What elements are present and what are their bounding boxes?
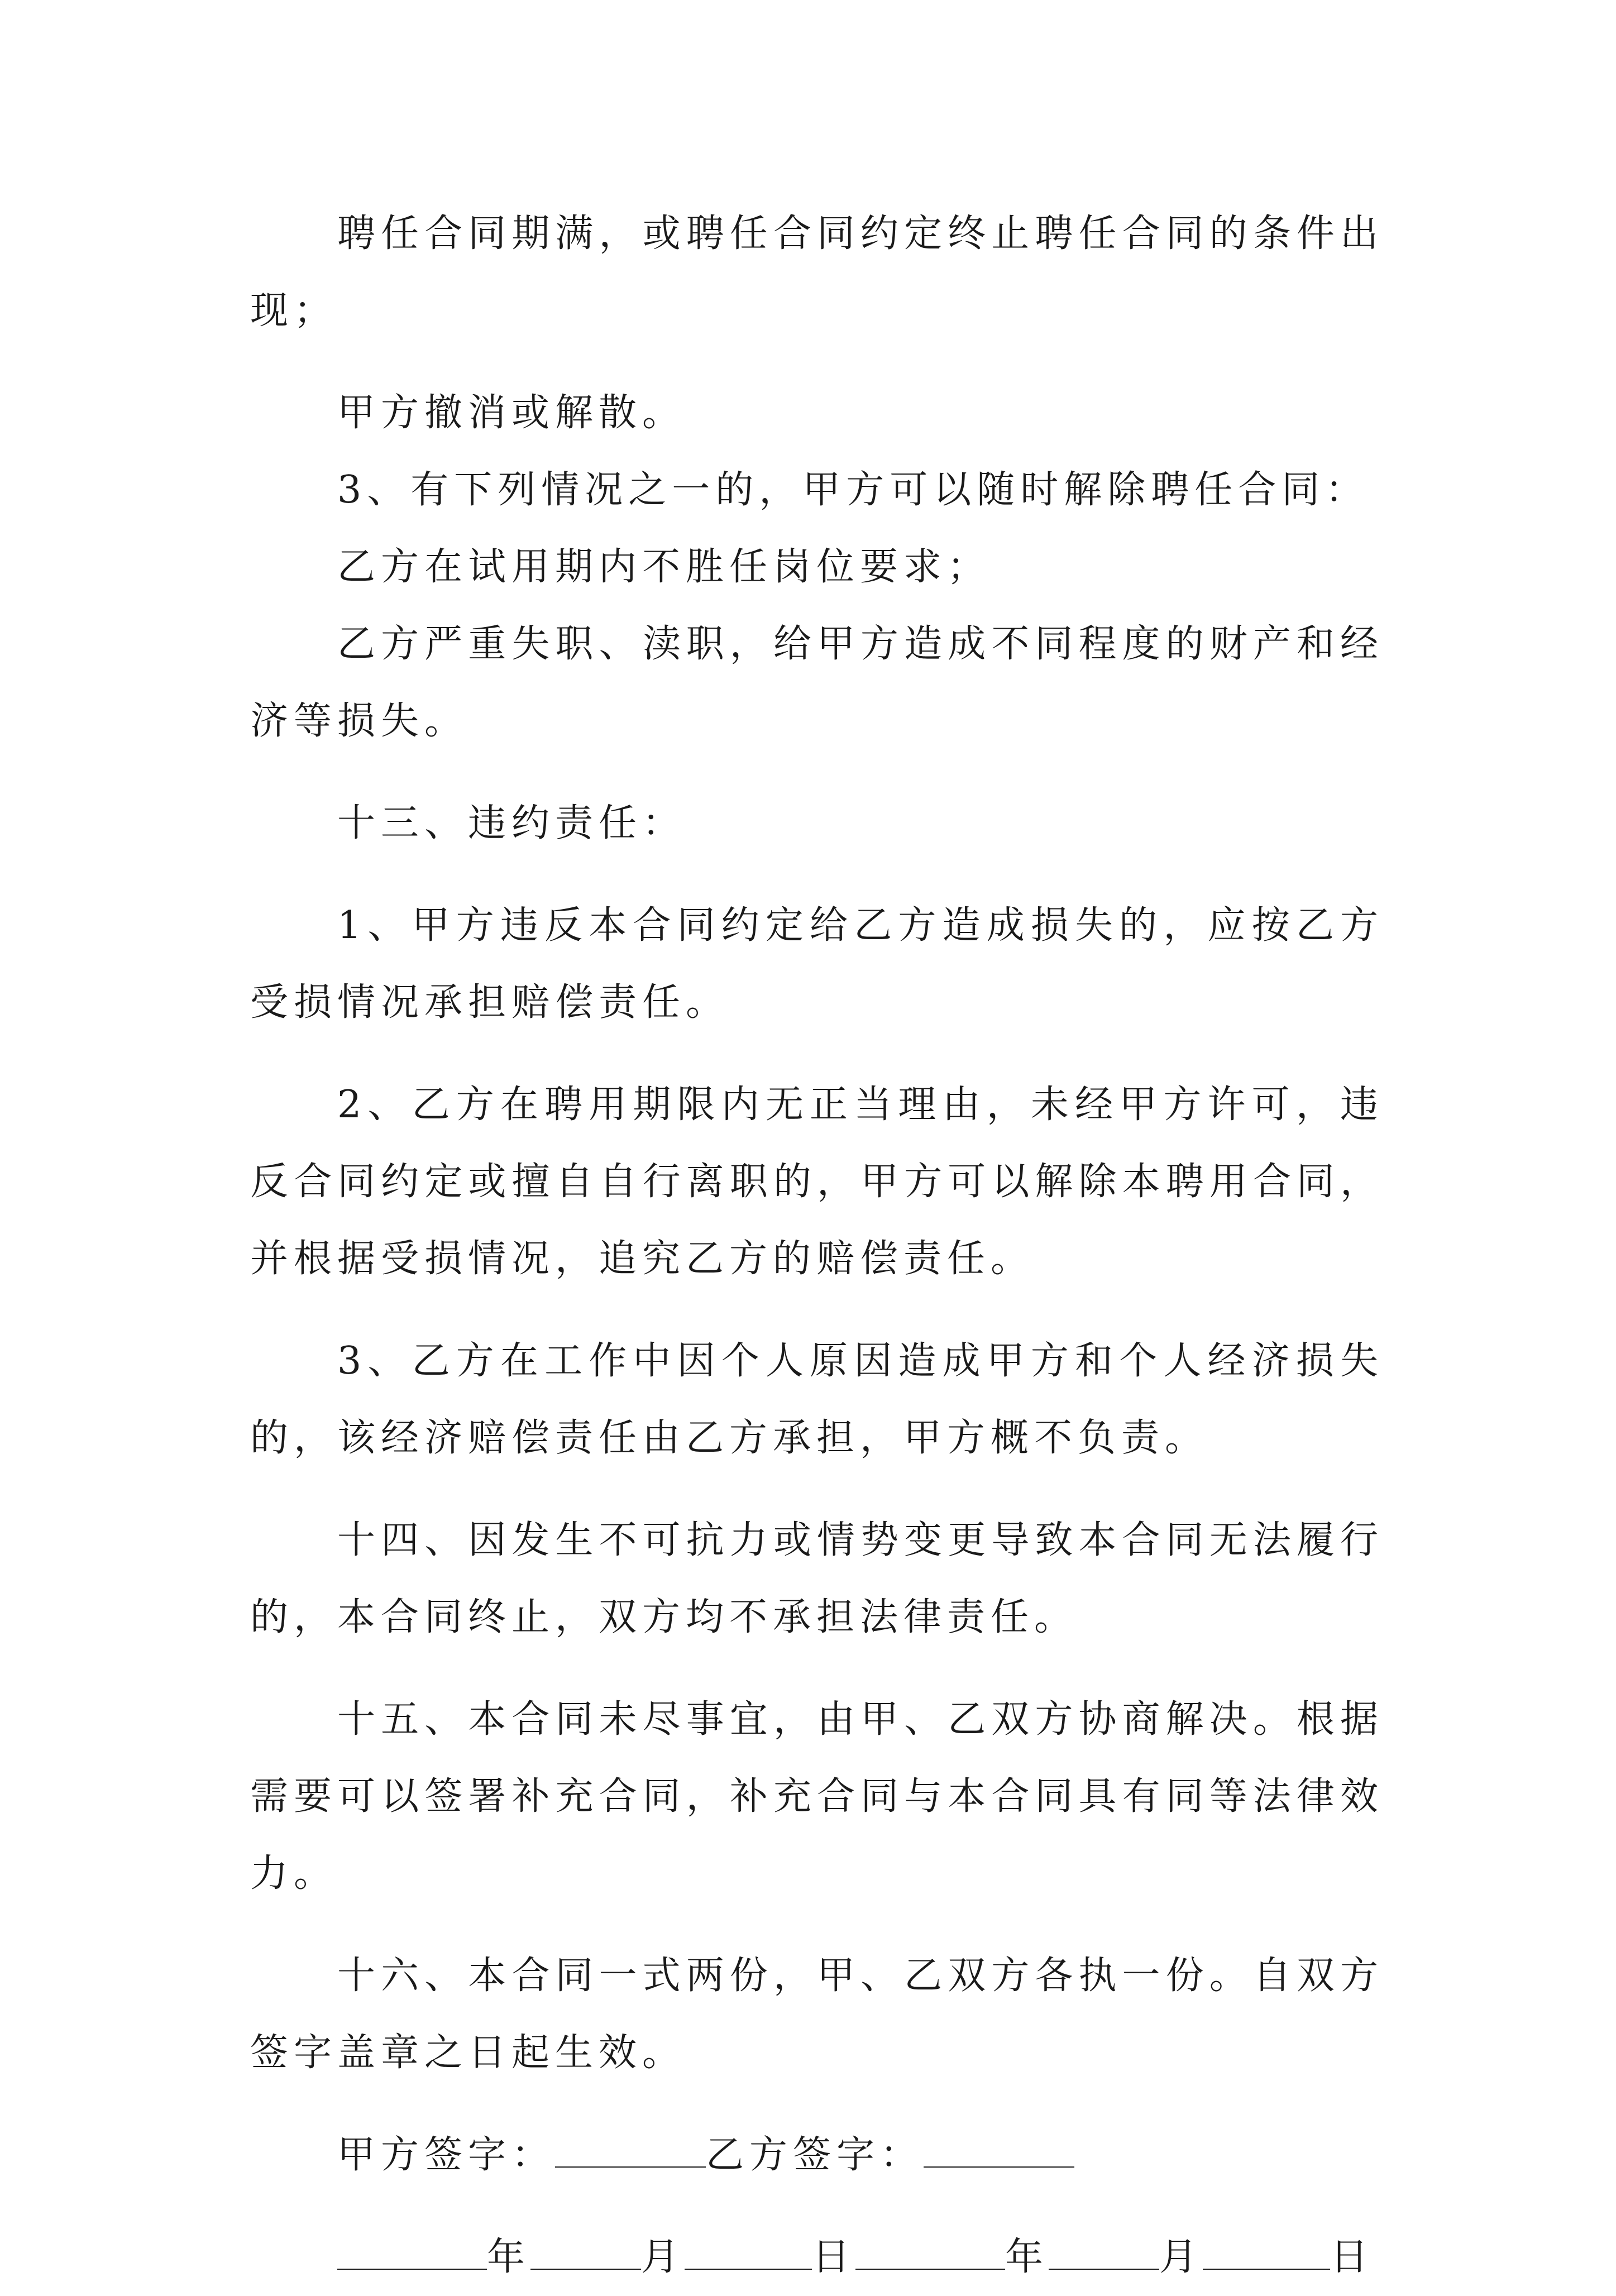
party-b-signature-field[interactable] bbox=[924, 2127, 1074, 2168]
paragraph: 聘任合同期满，或聘任合同约定终止聘任合同的条件出现； bbox=[250, 212, 1384, 333]
paragraph: 1、甲方违反本合同约定给乙方造成损失的，应按乙方受损情况承担赔偿责任。 bbox=[250, 903, 1384, 1025]
month-label: 月 bbox=[641, 2235, 685, 2279]
day-label: 日 bbox=[1330, 2235, 1374, 2279]
paragraph: 十四、因发生不可抗力或情势变更导致本合同无法履行的，本合同终止，双方均不承担法律责任。 bbox=[250, 1518, 1384, 1639]
party-a-year-field[interactable] bbox=[337, 2230, 487, 2270]
paragraph: 乙方严重失职、渎职，给甲方造成不同程度的财产和经济等损失。 bbox=[250, 622, 1384, 743]
date-row bbox=[250, 2219, 1384, 2296]
signature-row bbox=[250, 2117, 1384, 2194]
paragraph: 十六、本合同一式两份，甲、乙双方各执一份。自双方签字盖章之日起生效。 bbox=[250, 1954, 1384, 2075]
party-b-year-field[interactable] bbox=[855, 2230, 1005, 2270]
party-a-month-field[interactable] bbox=[530, 2230, 641, 2270]
paragraph: 3、乙方在工作中因个人原因造成甲方和个人经济损失的，该经济赔偿责任由乙方承担，甲方概不负责。 bbox=[250, 1339, 1384, 1460]
party-a-signature-label: 甲方签字： bbox=[337, 2133, 556, 2177]
paragraph: 2、乙方在聘用期限内无正当理由，未经甲方许可，违反合同约定或擅自自行离职的，甲方可以解除本聘用合同，并根据受损情况，追究乙方的赔偿责任。 bbox=[250, 1083, 1384, 1281]
document-page bbox=[250, 195, 1384, 2296]
paragraph: 乙方在试用期内不胜任岗位要求； bbox=[337, 545, 991, 589]
month-label: 月 bbox=[1159, 2235, 1203, 2279]
paragraph: 甲方撤消或解散。 bbox=[337, 391, 686, 435]
party-b-month-field[interactable] bbox=[1049, 2230, 1159, 2270]
year-label: 年 bbox=[487, 2235, 531, 2279]
day-label: 日 bbox=[812, 2235, 856, 2279]
paragraph: 3、有下列情况之一的，甲方可以随时解除聘任合同： bbox=[337, 468, 1369, 512]
party-a-signature-field[interactable] bbox=[555, 2127, 706, 2168]
party-b-signature-label: 乙方签字： bbox=[706, 2133, 924, 2177]
year-label: 年 bbox=[1005, 2235, 1049, 2279]
section-heading: 十三、违约责任： bbox=[337, 801, 686, 845]
party-b-day-field[interactable] bbox=[1203, 2230, 1330, 2270]
party-a-day-field[interactable] bbox=[685, 2230, 812, 2270]
paragraph: 十五、本合同未尽事宜，由甲、乙双方协商解决。根据需要可以签署补充合同，补充合同与本合同具有同等法律效力。 bbox=[250, 1697, 1384, 1896]
